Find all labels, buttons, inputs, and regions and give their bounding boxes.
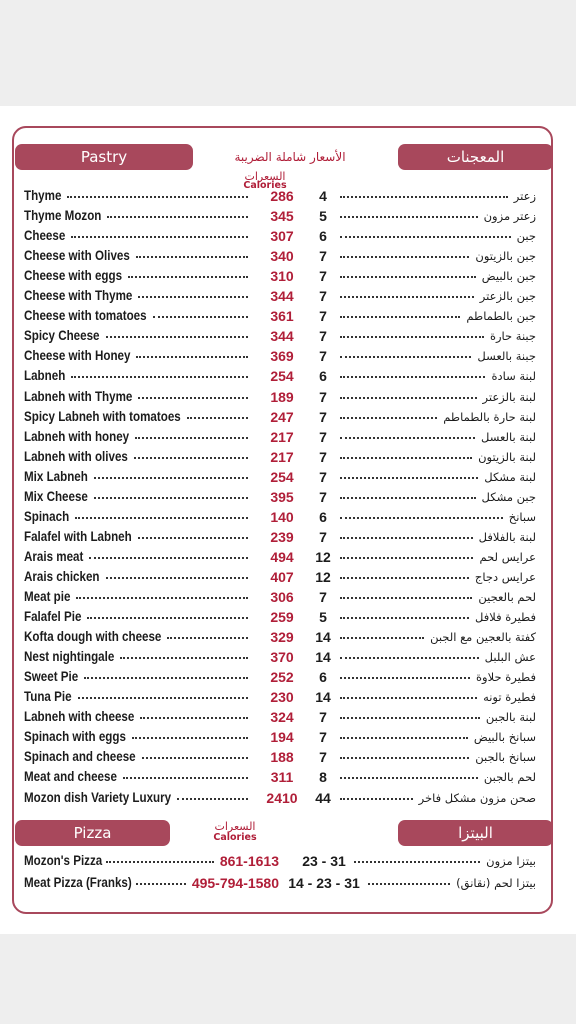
item-price: 7 xyxy=(319,268,327,285)
menu-row xyxy=(24,427,536,447)
menu-row xyxy=(24,447,536,467)
dot-leader xyxy=(340,276,476,278)
item-name-en: Spinach and cheese xyxy=(24,749,136,765)
menu-row xyxy=(24,407,536,427)
pastry-ar-header-label: المعجنات xyxy=(446,148,505,166)
dot-leader xyxy=(89,557,248,559)
menu-row xyxy=(24,326,536,346)
pizza-ar-header-pill xyxy=(398,820,553,846)
item-price: 5 xyxy=(319,208,327,225)
item-name-en: Cheese with tomatoes xyxy=(24,308,147,324)
item-price: 7 xyxy=(319,468,327,485)
item-calories: 307 xyxy=(270,228,294,245)
dot-leader xyxy=(78,697,248,699)
dot-leader xyxy=(177,798,248,800)
menu-row xyxy=(24,206,536,226)
item-price: 14 xyxy=(315,629,331,646)
item-name-en: Thyme Mozon xyxy=(24,208,102,224)
item-calories: 286 xyxy=(270,188,294,204)
item-name-ar: لبنة مشكل xyxy=(484,469,536,484)
dot-leader xyxy=(340,617,469,619)
dot-leader xyxy=(120,657,248,659)
item-calories: 494 xyxy=(270,548,294,565)
item-name-ar: زعتر xyxy=(513,189,536,203)
item-price: 12 xyxy=(315,568,331,585)
item-name-en: Labneh with Thyme xyxy=(24,388,133,404)
item-price: 6 xyxy=(319,508,327,525)
menu-row xyxy=(24,767,536,787)
pizza-row xyxy=(24,872,536,894)
dot-leader xyxy=(340,256,469,258)
dot-leader xyxy=(136,256,248,258)
pastry-header-label: Pastry xyxy=(80,148,128,166)
pizza-name-ar: بيتزا لحم (نقانق) xyxy=(456,876,536,890)
item-calories: 361 xyxy=(270,308,294,325)
item-name-ar: لحم بالعجين xyxy=(478,590,536,604)
dot-leader xyxy=(340,777,478,779)
item-name-ar: لبنة بالزعتر xyxy=(482,389,536,404)
pizza-header-pill xyxy=(15,820,170,846)
pastry-header-pill xyxy=(15,144,193,170)
item-calories: 340 xyxy=(270,248,294,265)
dot-leader xyxy=(87,617,248,619)
dot-leader xyxy=(106,577,248,579)
item-price: 7 xyxy=(319,288,327,305)
item-price: 7 xyxy=(319,448,327,465)
item-name-en: Spinach with eggs xyxy=(24,729,126,745)
dot-leader xyxy=(340,798,413,800)
menu-row xyxy=(24,727,536,747)
dot-leader xyxy=(134,457,248,459)
pizza-calories: 861-1613 xyxy=(219,853,279,869)
dot-leader xyxy=(132,737,248,739)
item-name-en: Kofta dough with cheese xyxy=(24,629,162,645)
item-calories: 395 xyxy=(270,488,294,505)
item-price: 6 xyxy=(319,669,327,686)
item-price: 7 xyxy=(319,388,327,405)
dot-leader xyxy=(340,697,477,699)
dot-leader xyxy=(340,597,472,599)
item-name-ar: جبنة حارة xyxy=(489,329,536,344)
item-calories: 252 xyxy=(270,669,294,686)
item-name-en: Spinach xyxy=(24,508,70,524)
dot-leader xyxy=(340,657,479,659)
item-name-ar: جبن بالطماطم xyxy=(466,309,536,324)
menu-row xyxy=(24,346,536,366)
dot-leader xyxy=(94,497,248,499)
item-calories: 254 xyxy=(270,468,294,485)
menu-row xyxy=(24,286,536,306)
item-price: 7 xyxy=(319,408,327,425)
dot-leader xyxy=(153,316,248,318)
menu-row xyxy=(24,567,536,587)
item-name-en: Spicy Labneh with tomatoes xyxy=(24,408,181,424)
dot-leader xyxy=(340,336,484,338)
item-name-ar: فطيرة تونه xyxy=(483,690,536,705)
item-name-en: Meat pie xyxy=(24,589,71,604)
pizza-ar-header-label: البيتزا xyxy=(458,824,493,842)
item-name-ar: لبنة بالزيتون xyxy=(478,449,536,464)
item-price: 7 xyxy=(319,749,327,766)
dot-leader xyxy=(340,296,474,298)
item-name-ar: فطيرة حلاوة xyxy=(476,670,536,685)
item-price: 7 xyxy=(319,488,327,505)
item-name-ar: كفتة بالعجين مع الجبن xyxy=(430,630,536,645)
item-name-ar: عرايس لحم xyxy=(479,549,536,564)
item-calories: 344 xyxy=(270,328,294,345)
menu-row xyxy=(24,547,536,567)
menu-row xyxy=(24,467,536,487)
item-name-en: Labneh with olives xyxy=(24,448,128,464)
item-calories: 345 xyxy=(270,208,294,225)
item-calories: 370 xyxy=(270,649,294,666)
dot-leader xyxy=(71,236,248,238)
item-calories: 247 xyxy=(270,408,294,425)
item-name-en: Mozon dish Variety Luxury xyxy=(24,789,172,805)
dot-leader xyxy=(340,316,460,318)
tax-note: الأسعار شاملة الضريبة xyxy=(234,150,346,164)
item-calories: 239 xyxy=(270,528,294,545)
dot-leader xyxy=(67,196,248,198)
item-name-en: Tuna Pie xyxy=(24,689,72,705)
dot-leader xyxy=(340,437,475,439)
menu-row xyxy=(24,366,536,386)
item-name-ar: سبانخ بالبيض xyxy=(473,730,536,745)
item-calories: 311 xyxy=(270,769,294,786)
menu-row xyxy=(24,306,536,326)
item-calories: 140 xyxy=(270,508,294,525)
item-calories: 369 xyxy=(270,348,294,365)
item-calories: 188 xyxy=(270,749,294,766)
item-calories: 189 xyxy=(270,388,294,405)
item-calories: 324 xyxy=(270,709,294,726)
dot-leader xyxy=(106,861,214,863)
dot-leader xyxy=(187,417,248,419)
dot-leader xyxy=(167,637,248,639)
dot-leader xyxy=(136,883,186,885)
dot-leader xyxy=(340,637,424,639)
item-calories: 407 xyxy=(270,568,294,585)
item-price: 7 xyxy=(319,729,327,746)
item-name-ar: عش البلبل xyxy=(484,650,536,665)
item-name-en: Cheese with eggs xyxy=(24,268,123,284)
item-name-en: Nest nightingale xyxy=(24,649,115,665)
item-price: 14 xyxy=(315,649,331,666)
item-calories: 2410 xyxy=(266,789,298,806)
pizza-row xyxy=(24,850,536,872)
dot-leader xyxy=(354,861,480,863)
item-name-en: Labneh with cheese xyxy=(24,709,135,725)
item-name-en: Labneh with honey xyxy=(24,428,130,444)
item-calories: 254 xyxy=(270,368,294,385)
dot-leader xyxy=(340,376,485,378)
item-name-ar: جبن بالزيتون xyxy=(475,249,536,264)
dot-leader xyxy=(138,397,248,399)
dot-leader xyxy=(340,557,473,559)
item-name-en: Sweet Pie xyxy=(24,669,79,685)
item-name-en: Cheese with Thyme xyxy=(24,288,133,304)
item-calories: 310 xyxy=(270,268,294,285)
dot-leader xyxy=(340,577,469,579)
menu-row xyxy=(24,587,536,607)
item-price: 44 xyxy=(315,789,331,806)
item-name-ar: جبن xyxy=(516,229,536,244)
menu-row xyxy=(24,667,536,687)
pizza-calories-ar-label: السعرات xyxy=(214,820,256,833)
pizza-calories: 495-794-1580 xyxy=(191,875,279,891)
dot-leader xyxy=(128,276,248,278)
dot-leader xyxy=(340,677,470,679)
item-name-ar: لبنة حارة بالطماطم xyxy=(443,409,536,424)
pizza-calories-en-label: Calories xyxy=(213,832,257,843)
item-name-ar: فطيرة فلافل xyxy=(475,610,536,625)
menu-row xyxy=(24,607,536,627)
dot-leader xyxy=(138,537,248,539)
dot-leader xyxy=(340,757,469,759)
menu-row xyxy=(24,246,536,266)
dot-leader xyxy=(340,497,476,499)
pizza-name-en: Meat Pizza (Franks) xyxy=(24,875,132,890)
item-price: 7 xyxy=(319,709,327,726)
dot-leader xyxy=(340,356,471,358)
menu-row xyxy=(24,647,536,667)
dot-leader xyxy=(123,777,248,779)
item-price: 7 xyxy=(319,328,327,345)
pizza-price: 23 - 31 xyxy=(302,853,346,869)
item-name-en: Mix Cheese xyxy=(24,488,88,504)
menu-sheet xyxy=(0,106,576,934)
dot-leader xyxy=(340,397,477,399)
item-price: 7 xyxy=(319,248,327,265)
item-name-ar: زعتر مزون xyxy=(483,209,536,224)
item-name-ar: سبانخ xyxy=(508,509,536,524)
item-price: 7 xyxy=(319,428,327,445)
item-price: 12 xyxy=(315,548,331,565)
item-calories: 194 xyxy=(270,729,294,746)
dot-leader xyxy=(340,457,472,459)
item-calories: 344 xyxy=(270,288,294,305)
dot-leader xyxy=(107,216,248,218)
dot-leader xyxy=(340,216,478,218)
item-price: 6 xyxy=(319,368,327,385)
item-calories: 259 xyxy=(270,609,294,626)
dot-leader xyxy=(136,356,248,358)
menu-row xyxy=(24,507,536,527)
item-name-ar: لبنة سادة xyxy=(491,369,536,384)
dot-leader xyxy=(106,336,248,338)
item-name-ar: جبنة بالعسل xyxy=(477,349,536,364)
item-name-en: Falafel with Labneh xyxy=(24,528,132,544)
dot-leader xyxy=(84,677,248,679)
dot-leader xyxy=(340,517,503,519)
item-price: 7 xyxy=(319,348,327,365)
item-calories: 230 xyxy=(270,689,294,706)
item-name-en: Labneh xyxy=(24,368,66,384)
item-price: 7 xyxy=(319,589,327,605)
item-calories: 329 xyxy=(270,629,294,646)
dot-leader xyxy=(94,477,248,479)
dot-leader xyxy=(135,437,248,439)
menu-row xyxy=(24,788,536,808)
pizza-name-en: Mozon's Pizza xyxy=(24,853,103,868)
menu-row xyxy=(24,687,536,707)
item-calories: 217 xyxy=(270,448,294,465)
pizza-header-label: Pizza xyxy=(73,824,112,842)
item-name-ar: لبنة بالجبن xyxy=(485,710,536,725)
item-price: 14 xyxy=(315,689,331,706)
item-name-ar: جبن بالبيض xyxy=(481,269,536,284)
item-name-ar: صحن مزون مشكل فاخر xyxy=(418,790,536,805)
item-price: 5 xyxy=(319,609,327,626)
item-name-en: Arais chicken xyxy=(24,568,100,584)
menu-row xyxy=(24,527,536,547)
menu-row xyxy=(24,487,536,507)
item-calories: 306 xyxy=(270,589,294,605)
dot-leader xyxy=(142,757,248,759)
dot-leader xyxy=(340,196,508,198)
item-name-ar: لحم بالجبن xyxy=(483,770,536,785)
dot-leader xyxy=(75,517,248,519)
item-name-en: Cheese xyxy=(24,228,66,244)
dot-leader xyxy=(340,417,437,419)
menu-row xyxy=(24,266,536,286)
menu-row xyxy=(24,707,536,727)
item-name-en: Cheese with Olives xyxy=(24,248,130,264)
item-price: 7 xyxy=(319,528,327,545)
dot-leader xyxy=(340,737,468,739)
item-name-ar: لبنة بالعسل xyxy=(481,429,536,444)
item-name-en: Arais meat xyxy=(24,548,84,564)
calories-en-label: Calories xyxy=(243,180,287,191)
item-price: 8 xyxy=(319,769,327,786)
dot-leader xyxy=(140,717,248,719)
dot-leader xyxy=(340,477,478,479)
item-name-en: Thyme xyxy=(24,188,62,203)
dot-leader xyxy=(71,376,248,378)
dot-leader xyxy=(340,537,473,539)
dot-leader xyxy=(340,717,480,719)
item-name-ar: جبن مشكل xyxy=(481,489,536,504)
menu-row xyxy=(24,747,536,767)
item-name-ar: عرايس دجاج xyxy=(474,569,536,584)
menu-row xyxy=(24,387,536,407)
menu-row xyxy=(24,627,536,647)
pizza-price: 14 - 23 - 31 xyxy=(288,875,360,891)
dot-leader xyxy=(76,597,248,599)
item-name-ar: سبانخ بالجبن xyxy=(475,750,536,765)
item-name-en: Falafel Pie xyxy=(24,609,82,625)
item-name-ar: جبن بالزعتر xyxy=(479,289,536,304)
item-name-en: Mix Labneh xyxy=(24,468,88,484)
item-name-en: Spicy Cheese xyxy=(24,328,100,344)
dot-leader xyxy=(340,236,511,238)
calories-ar-label: السعرات xyxy=(244,170,286,183)
item-price: 4 xyxy=(319,188,327,204)
item-calories: 217 xyxy=(270,428,294,445)
pizza-name-ar: بيتزا مزون xyxy=(486,854,536,868)
dot-leader xyxy=(368,883,450,885)
item-name-ar: لبنة بالفلافل xyxy=(478,529,536,544)
item-name-en: Cheese with Honey xyxy=(24,348,131,364)
menu-row xyxy=(24,226,536,246)
menu-row xyxy=(24,186,536,206)
pastry-ar-header-pill xyxy=(398,144,553,170)
dot-leader xyxy=(138,296,248,298)
item-price: 6 xyxy=(319,228,327,245)
item-name-en: Meat and cheese xyxy=(24,769,117,785)
item-price: 7 xyxy=(319,308,327,325)
